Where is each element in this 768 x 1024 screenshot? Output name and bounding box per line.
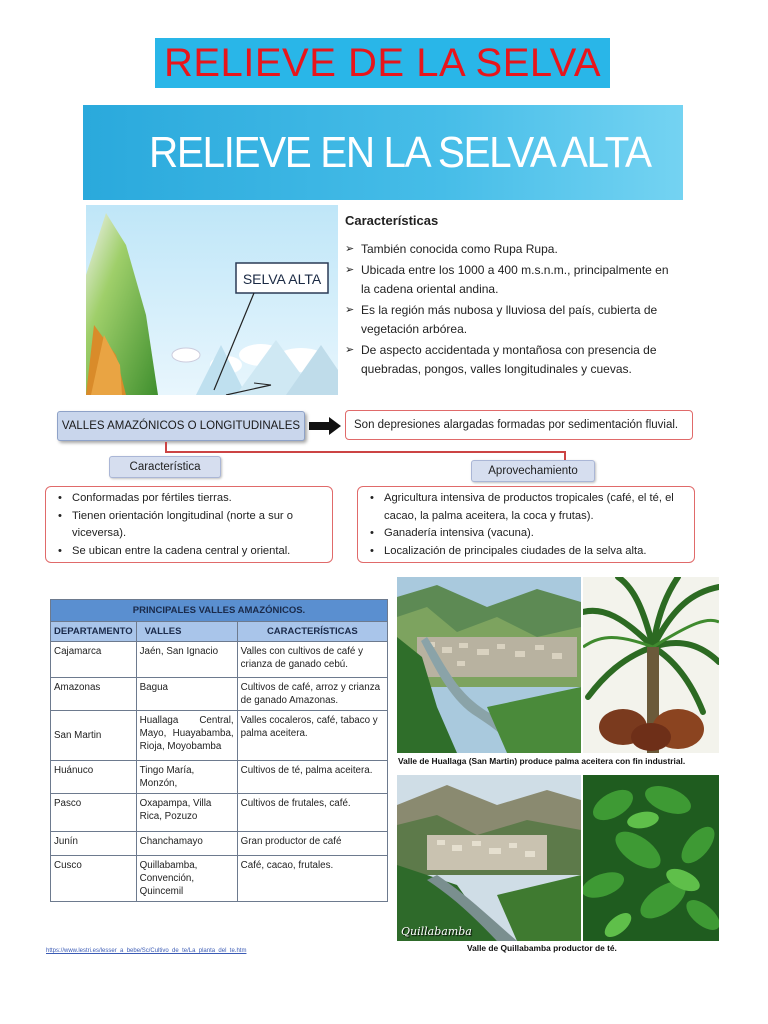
list-item: • Tienen orientación longitudinal (norte a sur o viceversa).	[56, 508, 326, 543]
table-row	[51, 832, 388, 856]
list-item: • Se ubican entre la cadena central y oriental.	[56, 543, 326, 561]
photo-watermark: Quillabamba	[401, 925, 472, 938]
quillabamba-valley-photo	[397, 775, 581, 941]
list-item: ➢ También conocida como Rupa Rupa.	[345, 240, 675, 259]
table-cell: Huallaga Central, Mayo, Huayabamba, Rioja, Moyobamba	[136, 711, 237, 761]
table-cell: Gran productor de café	[237, 832, 387, 856]
selva-alta-label: SELVA ALTA	[242, 271, 322, 287]
table-cell: Café, cacao, frutales.	[237, 856, 387, 902]
caracteristicas-list	[345, 240, 675, 379]
table-cell: Junín	[51, 832, 137, 856]
table-title: PRINCIPALES VALLES AMAZÓNICOS.	[51, 600, 388, 622]
table-row	[51, 678, 388, 711]
table-cell: Valles con cultivos de café y crianza de ganado cebú.	[237, 642, 387, 678]
table-cell: Bagua	[136, 678, 237, 711]
arrow-right-icon	[309, 417, 341, 435]
definition-box: Son depresiones alargadas formadas por sedimentación fluvial.	[345, 410, 693, 440]
table-row	[51, 711, 388, 761]
table-cell: Quillabamba, Convención, Quincemil	[136, 856, 237, 902]
table-cell: Cultivos de té, palma aceitera.	[237, 761, 387, 794]
table-row	[51, 642, 388, 678]
table-row	[51, 761, 388, 794]
caracteristicas-panel	[345, 213, 675, 381]
aprovechamiento-box	[357, 486, 695, 563]
aprovechamiento-label: Aprovechamiento	[471, 460, 595, 482]
list-item: • Localización de principales ciudades de la selva alta.	[368, 543, 688, 561]
table-cell: Cajamarca	[51, 642, 137, 678]
photo-caption-bottom: Valle de Quillabamba productor de té.	[467, 943, 617, 953]
list-item: • Conformadas por fértiles tierras.	[56, 490, 326, 508]
slide-header-title: RELIEVE EN LA SELVA ALTA	[149, 127, 651, 177]
caracteristica-label: Característica	[109, 456, 221, 478]
column-header: DEPARTAMENTO	[51, 622, 137, 642]
table-cell: Oxapampa, Villa Rica, Pozuzo	[136, 794, 237, 832]
huallaga-valley-photo	[397, 577, 581, 753]
photo-caption-top: Valle de Huallaga (San Martin) produce palma aceitera con fin industrial.	[398, 756, 686, 766]
table-cell: Chanchamayo	[136, 832, 237, 856]
selva-alta-illustration	[86, 205, 338, 395]
valles-table	[50, 599, 388, 902]
list-item: ➢ De aspecto accidentada y montañosa con presencia de quebradas, pongos, valles longitudinales y cuevas.	[345, 341, 675, 379]
page-title-banner	[155, 38, 610, 88]
table-cell: Cultivos de frutales, café.	[237, 794, 387, 832]
valles-diagram	[45, 404, 697, 564]
tea-leaves-photo	[583, 775, 719, 941]
slide-selva-alta	[83, 105, 683, 395]
page-title: RELIEVE DE LA SELVA	[163, 40, 602, 85]
table-row	[51, 794, 388, 832]
palm-tree-photo	[583, 577, 719, 753]
table-cell: San Martin	[51, 711, 137, 761]
caracteristicas-heading: Características	[345, 213, 439, 228]
connector-line	[165, 451, 565, 453]
slide-header	[83, 105, 683, 200]
table-cell: Cultivos de café, arroz y crianza de ganado Amazonas.	[237, 678, 387, 711]
table-cell: Valles cocaleros, café, tabaco y palma aceitera.	[237, 711, 387, 761]
list-item: ➢ Ubicada entre los 1000 a 400 m.s.n.m., principalmente en la cadena oriental andina.	[345, 261, 675, 299]
topic-box: VALLES AMAZÓNICOS O LONGITUDINALES	[57, 411, 305, 441]
column-header: VALLES	[136, 622, 237, 642]
table-cell: Pasco	[51, 794, 137, 832]
photo-collage	[397, 577, 719, 957]
table-row	[51, 856, 388, 902]
table-cell: Cusco	[51, 856, 137, 902]
list-item: • Ganadería intensiva (vacuna).	[368, 525, 688, 543]
table-cell: Jaén, San Ignacio	[136, 642, 237, 678]
source-link[interactable]: https://www.lestri.es/lesser_a_bebe/Sc/Cultivo_de_te/La_planta_del_te.htm	[46, 948, 247, 954]
list-item: ➢ Es la región más nubosa y lluviosa del país, cubierta de vegetación arbórea.	[345, 301, 675, 339]
list-item: • Agricultura intensiva de productos tropicales (café, el té, el cacao, la palma aceitera, la coca y frutas).	[368, 490, 688, 525]
table-cell: Amazonas	[51, 678, 137, 711]
column-header: CARACTERÍSTICAS	[237, 622, 387, 642]
caracteristica-box	[45, 486, 333, 563]
table-cell: Tingo María, Monzón,	[136, 761, 237, 794]
table-cell: Huánuco	[51, 761, 137, 794]
